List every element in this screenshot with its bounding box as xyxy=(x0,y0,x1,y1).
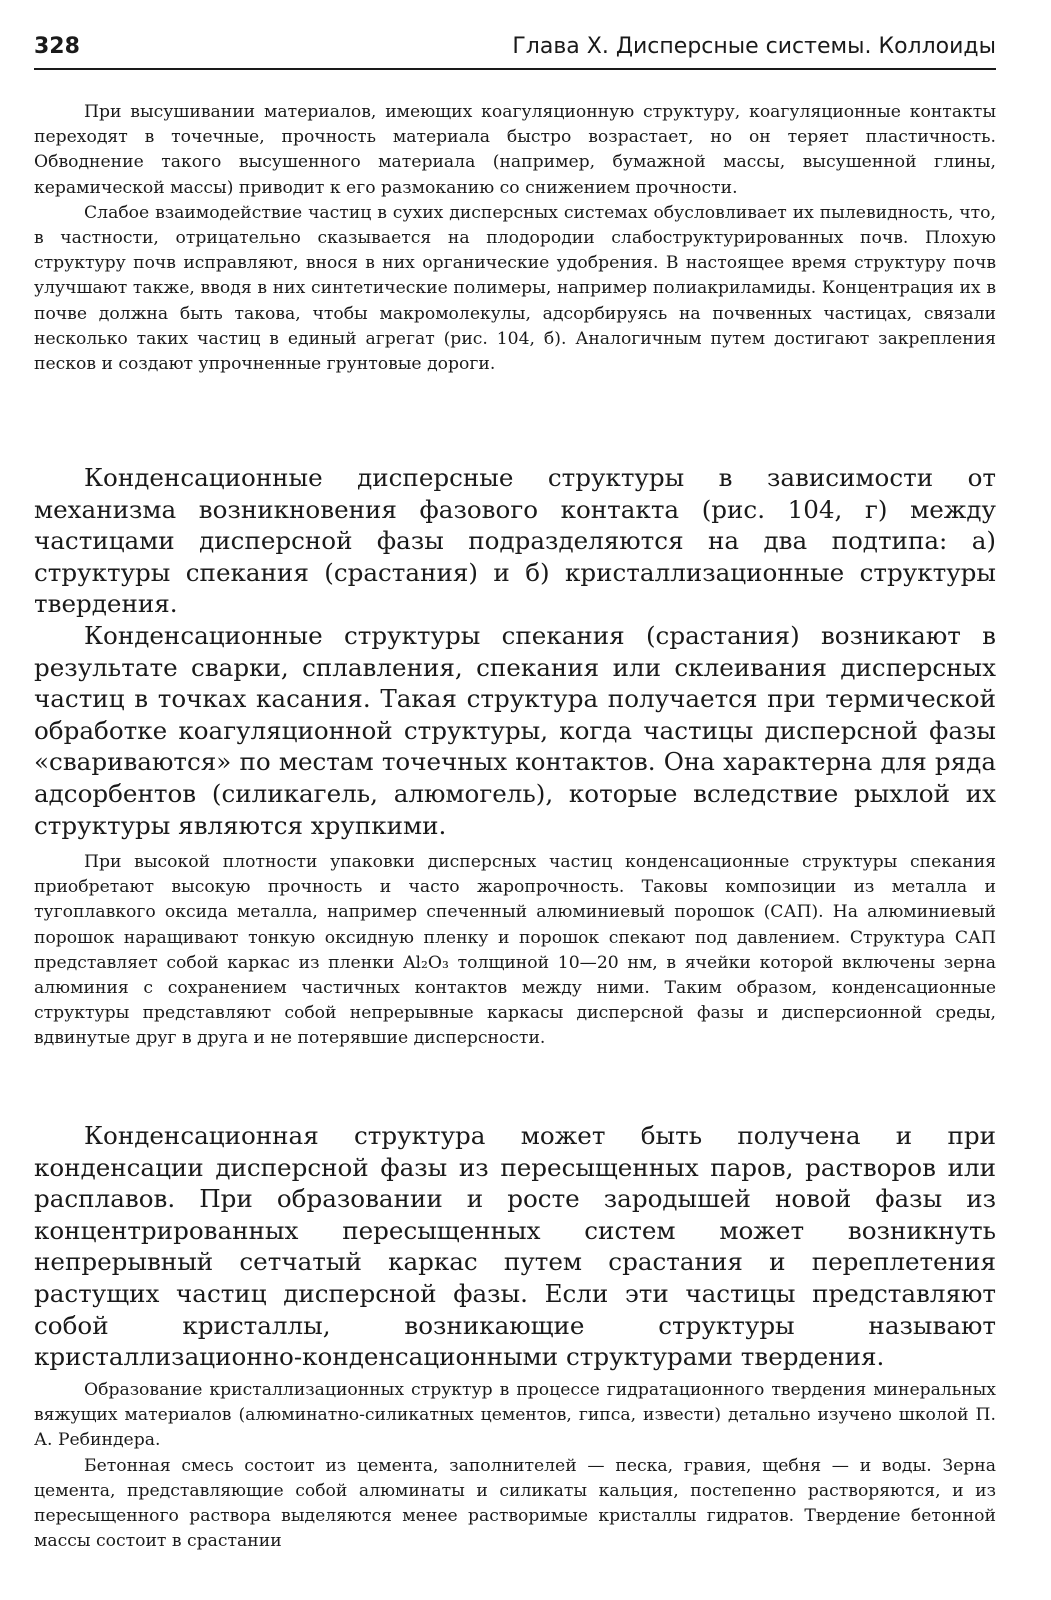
paragraph: Бетонная смесь состоит из цемента, заполнителей — песка, гравия, щебня — и воды. Зерна цемента, представляющие собой алюминаты и силикаты кальция, постепенно растворяются, и из пересыщенного раствора выделяются менее растворимые кристаллы гидратов. Твердение бетонной массы состоит в срастании xyxy=(34,1455,996,1552)
large-print-block-2 xyxy=(34,1120,996,1373)
running-title: Глава X. Дисперсные системы. Коллоиды xyxy=(512,34,996,59)
large-print-block-1 xyxy=(34,462,996,841)
paragraph: При высокой плотности упаковки дисперсных частиц конденсационные структуры спекания приобретают высокую прочность и часто жаропрочность. Таковы композиции из металла и тугоплавкого оксида металла, например спеченный алюминиевый порошок (САП). На алюминиевый порошок наращивают тонкую оксидную пленку и порошок спекают под давлением. Структура САП представляет собой каркас из пленки Al₂O₃ толщиной 10—20 нм, в ячейки которой включены зерна алюминия с сохранением частичных контактов между ними. Таким образом, конденсационные структуры представляют собой непрерывные каркасы дисперсной фазы и дисперсионной среды, вдвинутые друг в друга и не потерявшие дисперсности. xyxy=(34,852,996,1049)
paragraph: Конденсационные структуры спекания (срастания) возникают в результате сварки, сплавления, спекания или склеивания дисперсных частиц в точках касания. Такая структура получается при термической обработке коагуляционной структуры, когда частицы дисперсной фазы «свариваются» по местам точечных контактов. Она характерна для ряда адсорбентов (силикагель, алюмогель), которые вследствие рыхлой их структуры являются хрупкими. xyxy=(34,620,996,840)
small-print-block-1 xyxy=(34,100,996,377)
paragraph: Слабое взаимодействие частиц в сухих дисперсных системах обусловливает их пылевидность, что, в частности, отрицательно сказывается на плодородии слабоструктурированных почв. Плохую структуру почв исправляют, внося в них органические удобрения. В настоящее время структуру почв улучшают также, вводя в них синтетические полимеры, например полиакриламиды. Концентрация их в почве должна быть такова, чтобы макромолекулы, адсорбируясь на почвенных частицах, связали несколько таких частиц в единый агрегат (рис. 104, б). Аналогичным путем достигают закрепления песков и создают упрочненные грунтовые дороги. xyxy=(34,202,996,375)
paragraph: Образование кристаллизационных структур в процессе гидратационного твердения минеральных вяжущих материалов (алюминатно-силикатных цементов, гипса, извести) детально изучено школой П. А. Ребиндера. xyxy=(34,1380,996,1451)
small-print-block-2 xyxy=(34,850,996,1052)
page-number: 328 xyxy=(34,34,80,59)
paragraph: При высушивании материалов, имеющих коагуляционную структуру, коагуляционные контакты переходят в точечные, прочность материала быстро возрастает, но он теряет пластичность. Обводнение такого высушенного материала (например, бумажной массы, высушенной глины, керамической массы) приводит к его размоканию со снижением прочности. xyxy=(34,102,996,198)
paragraph: Конденсационные дисперсные структуры в зависимости от механизма возникновения фазового контакта (рис. 104, г) между частицами дисперсной фазы подразделяются на два подтипа: а) структуры спекания (срастания) и б) кристаллизационные структуры твердения. xyxy=(34,463,996,619)
small-print-block-3 xyxy=(34,1378,996,1554)
header-rule xyxy=(34,68,996,70)
paragraph: Конденсационная структура может быть получена и при конденсации дисперсной фазы из пересыщенных паров, растворов или расплавов. При образовании и росте зародышей новой фазы из концентрированных пересыщенных систем может возникнуть непрерывный сетчатый каркас путем срастания и переплетения растущих частиц дисперсной фазы. Если эти частицы представляют собой кристаллы, возникающие структуры называют кристаллизационно-конденсационными структурами твердения. xyxy=(34,1121,996,1372)
